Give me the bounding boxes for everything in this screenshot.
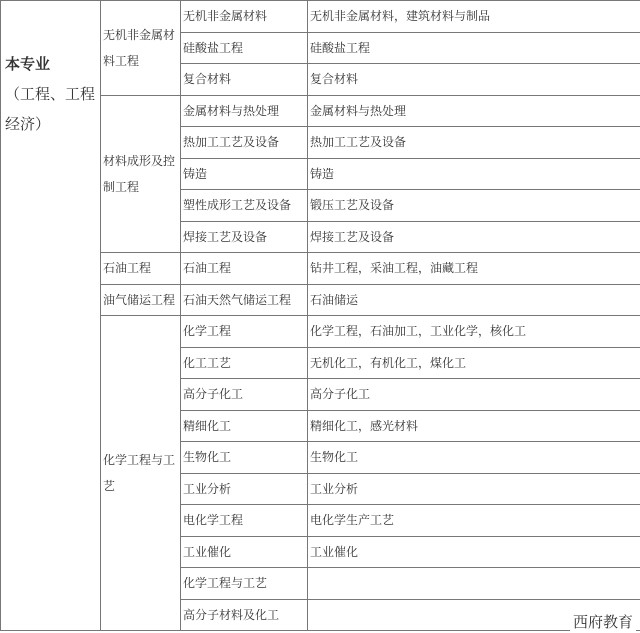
- old-major-cell: 硅酸盐工程: [308, 32, 640, 64]
- category-cell: 油气储运工程: [101, 284, 181, 316]
- major-subtitle: （工程、工程经济）: [5, 85, 96, 133]
- table-row: [1, 1, 640, 33]
- new-major-cell: 电化学工程: [181, 505, 308, 537]
- new-major-cell: 铸造: [181, 158, 308, 190]
- new-major-cell: 工业催化: [181, 536, 308, 568]
- new-major-cell: 生物化工: [181, 442, 308, 474]
- old-major-cell: 生物化工: [308, 442, 640, 474]
- new-major-cell: 化学工程与工艺: [181, 568, 308, 600]
- old-major-cell: 石油储运: [308, 284, 640, 316]
- old-major-cell: 工业分析: [308, 473, 640, 505]
- old-major-cell: [308, 568, 640, 600]
- old-major-cell: 复合材料: [308, 64, 640, 96]
- new-major-cell: 高分子化工: [181, 379, 308, 411]
- category-cell: 化学工程与工艺: [101, 316, 181, 631]
- new-major-cell: 化学工程: [181, 316, 308, 348]
- new-major-cell: 焊接工艺及设备: [181, 221, 308, 253]
- old-major-cell: 焊接工艺及设备: [308, 221, 640, 253]
- old-major-cell: 高分子化工: [308, 379, 640, 411]
- new-major-cell: 石油工程: [181, 253, 308, 285]
- new-major-cell: 高分子材料及化工: [181, 599, 308, 631]
- watermark: 西府教育: [570, 610, 636, 633]
- new-major-cell: 工业分析: [181, 473, 308, 505]
- new-major-cell: 石油天然气储运工程: [181, 284, 308, 316]
- major-cell: [1, 1, 101, 631]
- old-major-cell: 钻井工程，采油工程，油藏工程: [308, 253, 640, 285]
- old-major-cell: 铸造: [308, 158, 640, 190]
- new-major-cell: 精细化工: [181, 410, 308, 442]
- old-major-cell: 工业催化: [308, 536, 640, 568]
- new-major-cell: 热加工工艺及设备: [181, 127, 308, 159]
- new-major-cell: 塑性成形工艺及设备: [181, 190, 308, 222]
- old-major-cell: 无机化工，有机化工，煤化工: [308, 347, 640, 379]
- new-major-cell: 化工工艺: [181, 347, 308, 379]
- category-cell: 无机非金属材料工程: [101, 1, 181, 96]
- old-major-cell: 精细化工，感光材料: [308, 410, 640, 442]
- old-major-cell: 电化学生产工艺: [308, 505, 640, 537]
- major-title: 本专业: [5, 55, 51, 73]
- category-cell: 材料成形及控制工程: [101, 95, 181, 253]
- category-cell: 石油工程: [101, 253, 181, 285]
- new-major-cell: 无机非金属材料: [181, 1, 308, 33]
- old-major-cell: 化学工程，石油加工，工业化学，核化工: [308, 316, 640, 348]
- major-table-body: [1, 1, 640, 631]
- old-major-cell: 锻压工艺及设备: [308, 190, 640, 222]
- old-major-cell: 无机非金属材料，建筑材料与制品: [308, 1, 640, 33]
- new-major-cell: 金属材料与热处理: [181, 95, 308, 127]
- old-major-cell: 金属材料与热处理: [308, 95, 640, 127]
- new-major-cell: 复合材料: [181, 64, 308, 96]
- old-major-cell: 热加工工艺及设备: [308, 127, 640, 159]
- new-major-cell: 硅酸盐工程: [181, 32, 308, 64]
